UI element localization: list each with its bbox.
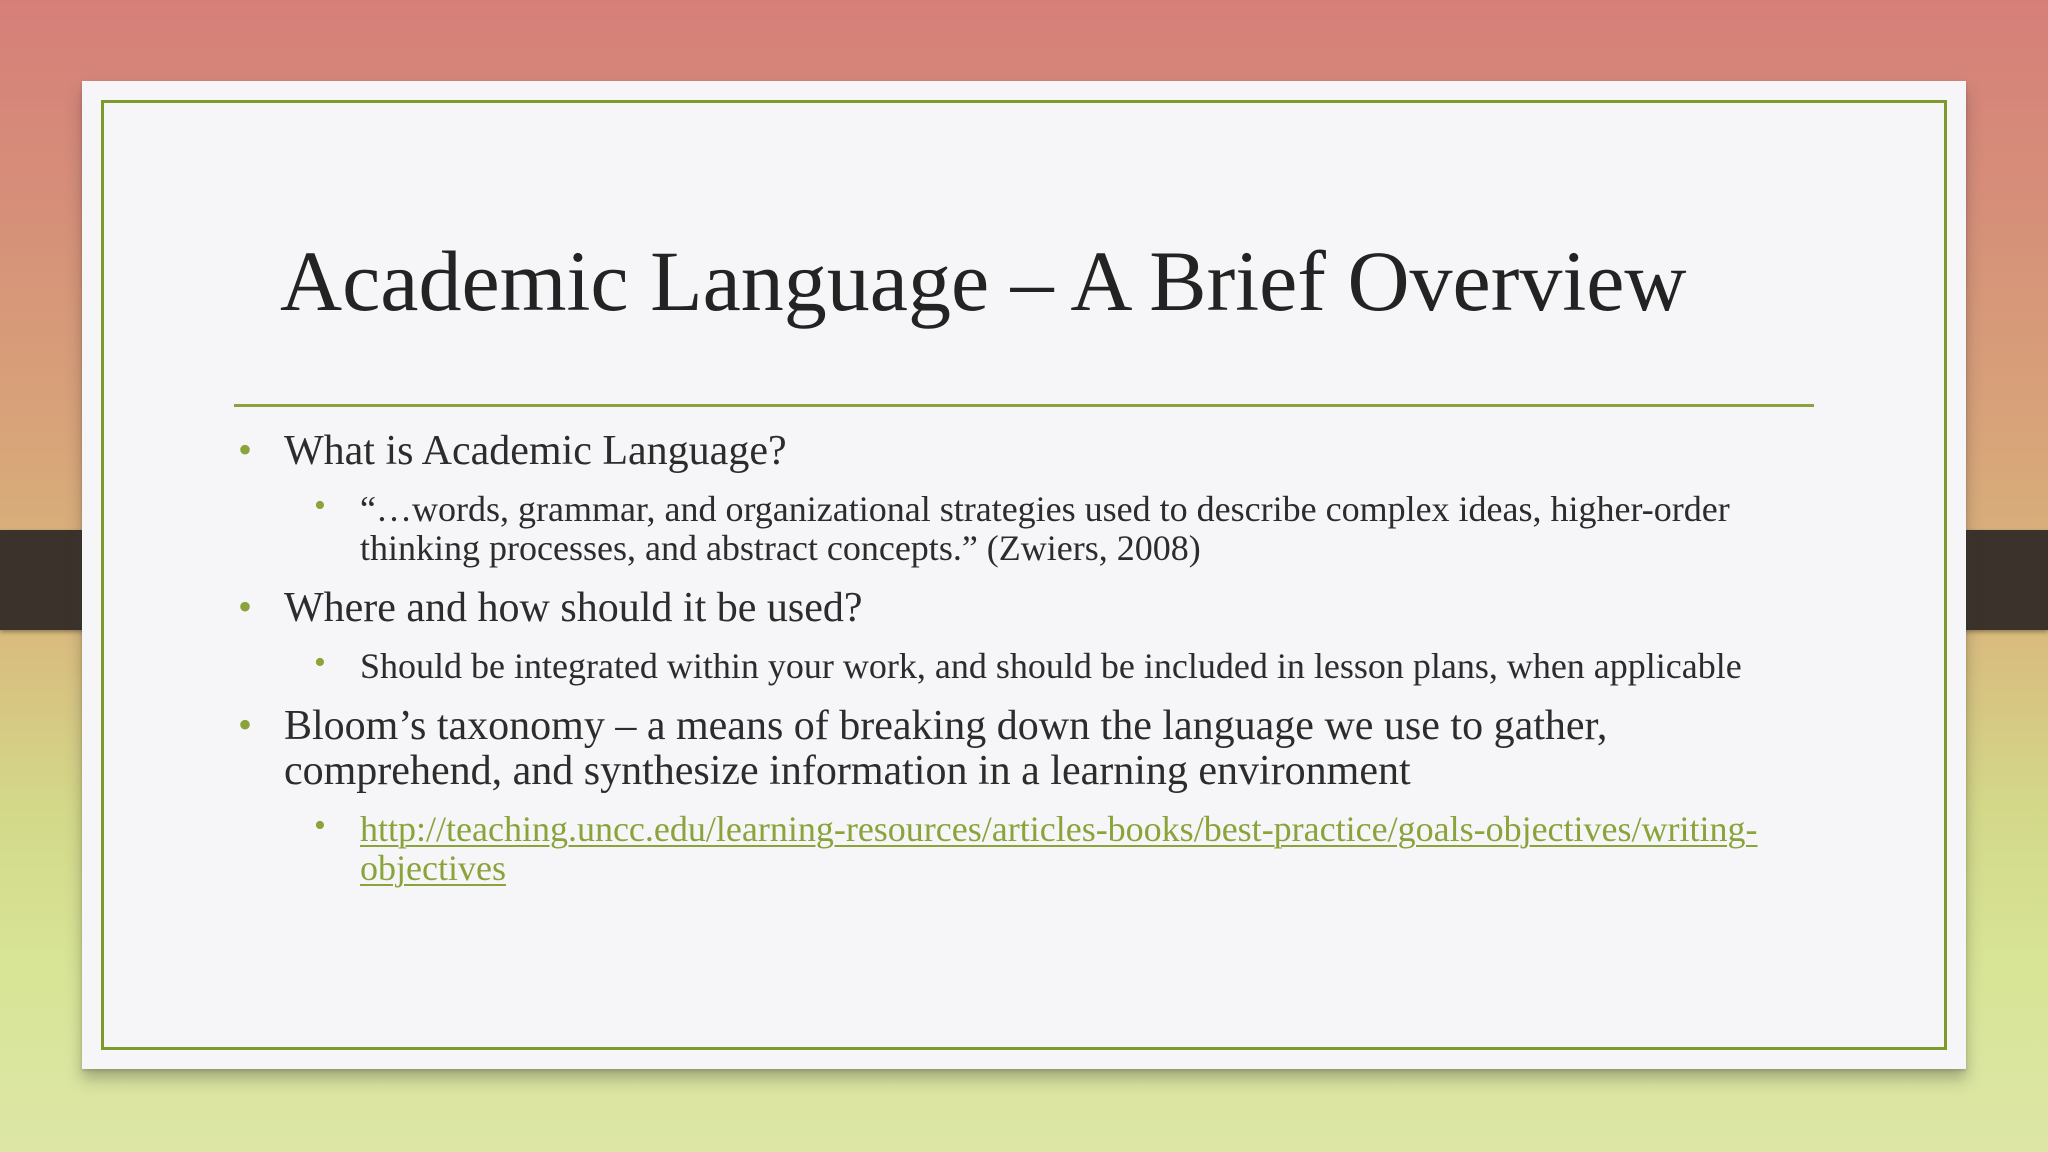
bullet-dot-icon: •: [238, 702, 253, 747]
slide-card: [82, 81, 1966, 1069]
bullet-dot-icon: •: [314, 487, 326, 524]
title-rule: [234, 404, 1814, 407]
bullet-text: Where and how should it be used?: [284, 585, 863, 631]
resource-link[interactable]: http://teaching.uncc.edu/learning-resources/articles-books/best-practice/goals-objectives/writing-objectives: [360, 809, 1758, 888]
sub-bullet-item-1: [234, 487, 1794, 568]
bullet-item-2: [234, 586, 1794, 631]
bullet-dot-icon: •: [238, 427, 253, 472]
sub-bullet-item-2: [234, 644, 1794, 686]
slide-title: Academic Language – A Brief Overview: [280, 233, 1687, 329]
bullet-text: What is Academic Language?: [284, 428, 787, 474]
bullet-dot-icon: •: [314, 644, 326, 681]
sub-bullet-text: Should be integrated within your work, and should be included in lesson plans, when applicable: [360, 646, 1742, 686]
bullet-dot-icon: •: [314, 807, 326, 844]
bullet-item-3: [234, 704, 1794, 794]
bullet-text: Bloom’s taxonomy – a means of breaking down the language we use to gather, comprehend, and synthesize information in a learning environment: [284, 703, 1608, 794]
bullet-dot-icon: •: [238, 584, 253, 629]
bullet-list: [234, 429, 1794, 906]
sub-bullet-item-3: [234, 807, 1794, 888]
bullet-item-1: [234, 429, 1794, 474]
sub-bullet-text: “…words, grammar, and organizational strategies used to describe complex ideas, higher-order thinking processes, and abstract concepts.” (Zwiers, 2008): [360, 489, 1730, 568]
